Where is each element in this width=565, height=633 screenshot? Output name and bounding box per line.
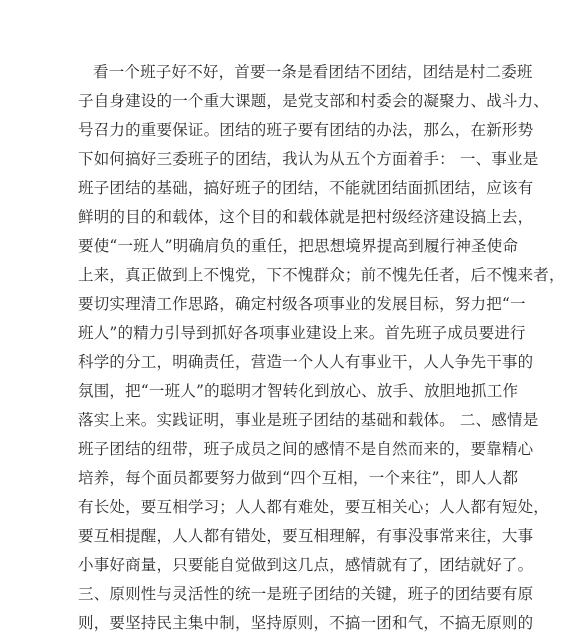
paragraph-line: 小事好商量，只要能自觉做到这几点，感情就有了，团结就好了。 bbox=[78, 556, 534, 574]
paragraph-line: 班子团结的基础，搞好班子的团结，不能就团结面抓团结，应该有 bbox=[78, 179, 534, 197]
paragraph-line: 培养，每个面员都要努力做到“四个互相，一个来往”，即人人都 bbox=[78, 469, 519, 487]
paragraph-line: 子自身建设的一个重大课题，是党支部和村委会的凝聚力、战斗力、 bbox=[78, 92, 550, 110]
paragraph-line: 科学的分工，明确责任，营造一个人人有事业干，人人争先干事的 bbox=[78, 353, 534, 371]
paragraph-line: 要使“一班人”明确肩负的重任，把思想境界提高到履行神圣使命 bbox=[78, 237, 519, 255]
paragraph-line: 下如何搞好三委班子的团结，我认为从五个方面着手： 一、事业是 bbox=[78, 150, 539, 168]
paragraph-line: 氛围，把“一班人”的聪明才智转化到放心、放手、放胆地抓工作 bbox=[78, 382, 519, 400]
paragraph-line: 班人”的精力引导到抓好各项事业建设上来。首先班子成员要进行 bbox=[78, 324, 526, 342]
paragraph-line: 看一个班子好不好，首要一条是看团结不团结，团结是村二委班 bbox=[93, 63, 533, 81]
paragraph-line: 落实上来。实践证明，事业是班子团结的基础和载体。 二、感情是 bbox=[78, 411, 539, 429]
paragraph-line: 鲜明的目的和载体，这个目的和载体就是把村级经济建设搞上去， bbox=[78, 208, 534, 226]
paragraph-line: 上来，真正做到上不愧党，下不愧群众；前不愧先任者，后不愧来者， bbox=[78, 266, 565, 284]
paragraph-line: 则，要坚持民主集中制，坚持原则，不搞一团和气，不搞无原则的 bbox=[78, 614, 534, 632]
paragraph-line: 要切实理清工作思路，确定村级各项事业的发展目标，努力把“一 bbox=[78, 295, 526, 313]
paragraph-line: 三、原则性与灵活性的统一是班子团结的关键，班子的团结要有原 bbox=[78, 585, 534, 603]
paragraph-line: 要互相提醒，人人都有错处，要互相理解，有事没事常来往，大事 bbox=[78, 527, 534, 545]
paragraph-line: 班子团结的纽带，班子成员之间的感情不是自然而来的，要靠精心 bbox=[78, 440, 534, 458]
paragraph-line: 有长处，要互相学习；人人都有难处，要互相关心；人人都有短处， bbox=[78, 498, 550, 516]
paragraph-line: 号召力的重要保证。团结的班子要有团结的办法，那么，在新形势 bbox=[78, 121, 534, 139]
